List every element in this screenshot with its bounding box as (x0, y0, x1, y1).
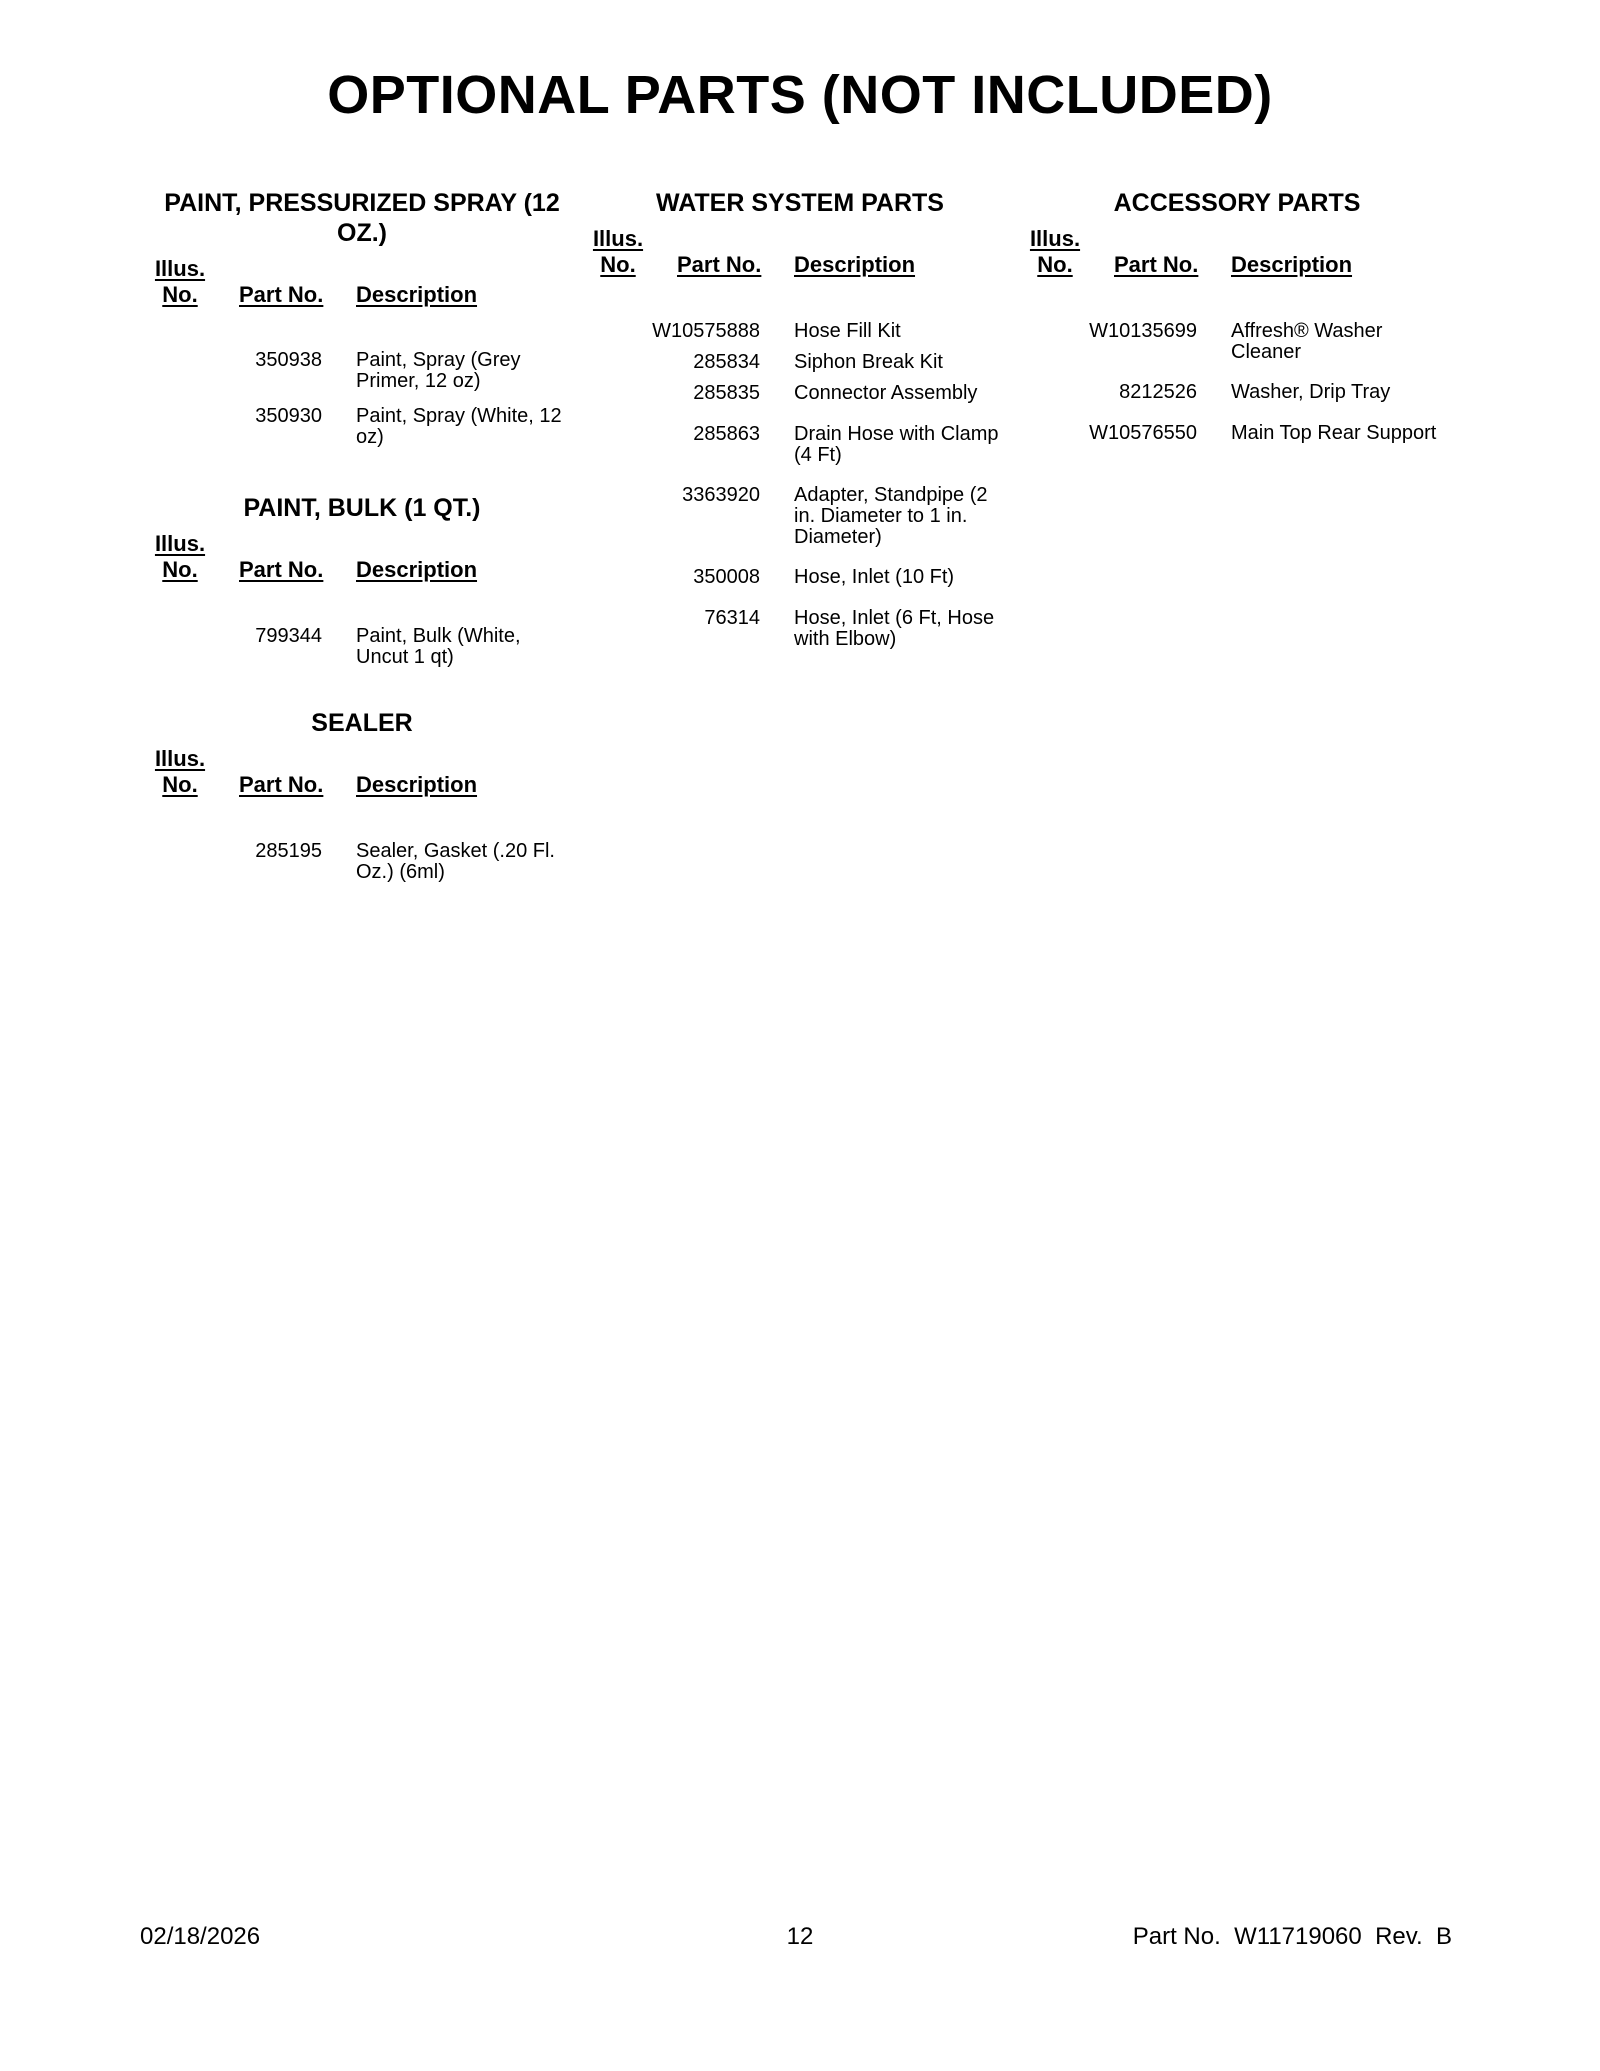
table-header (152, 256, 572, 316)
part-no-header: Part No. (677, 252, 762, 277)
part-no-header: Part No. (239, 772, 324, 797)
part-number: W10135699 (1089, 320, 1197, 342)
table-row (590, 352, 1010, 374)
description-header: Description (356, 557, 478, 582)
description-header: Description (356, 282, 478, 307)
illus-no-header: Illus. No. (154, 531, 206, 582)
parts-list (1027, 321, 1447, 455)
table-row (590, 321, 1010, 343)
part-number: 350938 (255, 349, 322, 371)
part-description: Paint, Spray (White, 12 oz) (356, 405, 562, 448)
description-header: Description (1231, 252, 1353, 277)
part-description: Affresh® Washer Cleaner (1231, 320, 1383, 363)
description-header: Description (356, 772, 478, 797)
table-row (590, 608, 1010, 650)
part-number: W10576550 (1089, 422, 1197, 444)
table-row (590, 567, 1010, 589)
table-row (1027, 382, 1447, 404)
parts-list (152, 841, 572, 893)
parts-list (152, 350, 572, 458)
table-row (1027, 423, 1447, 445)
part-description: Siphon Break Kit (794, 351, 943, 373)
section-title: ACCESSORY PARTS (1113, 189, 1361, 217)
page-title: OPTIONAL PARTS (NOT INCLUDED) (327, 65, 1273, 125)
part-number: 285834 (693, 351, 760, 373)
table-header (590, 226, 1010, 286)
table-row (590, 383, 1010, 405)
part-description: Paint, Bulk (White, Uncut 1 qt) (356, 625, 521, 668)
part-description: Washer, Drip Tray (1231, 381, 1391, 403)
footer-date: 02/18/2026 (140, 1923, 261, 1950)
table-row (152, 626, 572, 668)
part-number: 350008 (693, 566, 760, 588)
table-header (152, 746, 572, 806)
illus-no-header: Illus. No. (154, 746, 206, 797)
part-number: W10575888 (652, 320, 760, 342)
table-row (152, 406, 572, 448)
footer-page-number: 12 (786, 1923, 814, 1950)
part-description: Hose, Inlet (6 Ft, Hose with Elbow) (794, 607, 995, 650)
table-row (590, 485, 1010, 548)
description-header: Description (794, 252, 916, 277)
table-header (1027, 226, 1447, 286)
part-number: 350930 (255, 405, 322, 427)
table-header (152, 531, 572, 591)
section-title: PAINT, PRESSURIZED SPRAY (12 OZ.) (164, 189, 560, 247)
illus-no-header: Illus. No. (592, 226, 644, 277)
part-number: 76314 (704, 607, 760, 629)
table-row (1027, 321, 1447, 363)
section-title: PAINT, BULK (1 QT.) (243, 494, 481, 522)
part-description: Drain Hose with Clamp (4 Ft) (794, 423, 999, 466)
part-number: 799344 (255, 625, 322, 647)
part-description: Hose Fill Kit (794, 320, 901, 342)
part-number: 285195 (255, 840, 322, 862)
part-no-header: Part No. (239, 282, 324, 307)
part-number: 3363920 (682, 484, 760, 506)
parts-list (590, 321, 1010, 660)
parts-list (152, 626, 572, 678)
illus-no-header: Illus. No. (154, 256, 206, 307)
section-title: WATER SYSTEM PARTS (656, 189, 944, 217)
illus-no-header: Illus. No. (1029, 226, 1081, 277)
part-description: Hose, Inlet (10 Ft) (794, 566, 955, 588)
part-description: Adapter, Standpipe (2 in. Diameter to 1 in. Diameter) (794, 484, 988, 548)
table-row (152, 350, 572, 392)
table-row (590, 424, 1010, 466)
part-description: Sealer, Gasket (.20 Fl. Oz.) (6ml) (356, 840, 555, 883)
footer-part-number: Part No. W11719060 Rev. B (1132, 1923, 1452, 1950)
part-description: Paint, Spray (Grey Primer, 12 oz) (356, 349, 521, 392)
part-number: 285863 (693, 423, 760, 445)
section-title: SEALER (311, 709, 413, 737)
part-no-header: Part No. (1114, 252, 1199, 277)
table-row (152, 841, 572, 883)
part-number: 8212526 (1119, 381, 1197, 403)
part-description: Connector Assembly (794, 382, 978, 404)
part-number: 285835 (693, 382, 760, 404)
part-description: Main Top Rear Support (1231, 422, 1437, 444)
part-no-header: Part No. (239, 557, 324, 582)
